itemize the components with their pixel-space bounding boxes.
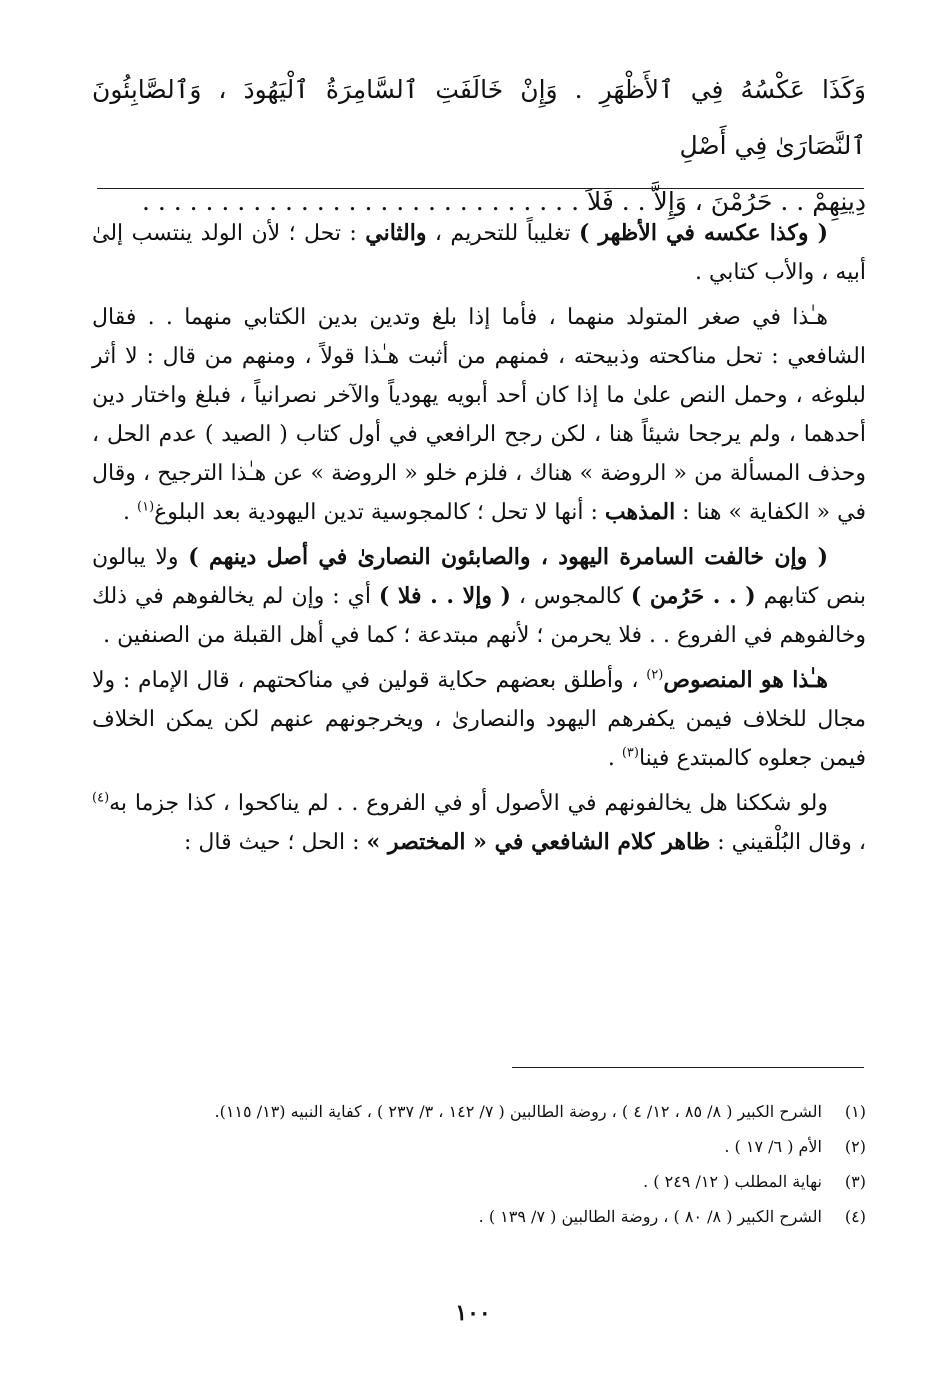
footnote-ref[interactable]: (١) [137, 499, 155, 515]
footnote-text: الأم ( ٦/ ١٧ ) . [724, 1137, 822, 1156]
quoted-matn: ( وكذا عكسه في الأظهر ) [579, 220, 828, 246]
commentary-text: ، وقال البُلْقيني : [710, 830, 866, 855]
footnote-item [92, 1199, 866, 1234]
matn-text-block [92, 62, 866, 230]
keyword: ظاهر كلام الشافعي في « المختصر » [366, 829, 711, 855]
commentary-text: . [123, 500, 138, 525]
commentary-text: كالمجوس ، [510, 584, 631, 609]
footnote-ref[interactable]: (٢) [646, 667, 664, 683]
footnote-divider [512, 1067, 864, 1068]
footnote-number: (٤) [844, 1207, 866, 1226]
footnote-item [92, 1094, 866, 1129]
commentary-text: : تحل ؛ لأن الولد ينتسب إلىٰ أبيه ، والأب كتابي . [92, 221, 866, 285]
footnote-text: الشرح الكبير ( ٨/ ٨٠ ) ، روضة الطالبين ( ٧/ ١٣٩ ) . [478, 1207, 822, 1226]
quoted-matn: ( وإلا . . فلا ) [378, 583, 511, 609]
keyword: هـٰذا هو المنصوص [663, 667, 828, 693]
sharh-paragraph [92, 661, 866, 778]
footnote-number: (٢) [844, 1137, 866, 1156]
footnote-text: الشرح الكبير ( ٨/ ٨٥ ، ١٢/ ٤ ) ، روضة الطالبين ( ٧/ ١٤٢ ، ٣/ ٢٣٧ ) ، كفاية النبيه (١٣/ ١١٥). [214, 1102, 822, 1121]
sharh-paragraph [92, 784, 866, 862]
sharh-commentary [92, 214, 866, 868]
footnote-number: (١) [844, 1102, 866, 1121]
footnote-ref[interactable]: (٤) [92, 790, 110, 806]
footnote-item [92, 1129, 866, 1164]
commentary-text: هـٰذا في صغر المتولد منهما ، فأما إذا بلغ وتدين بدين الكتابي منهما . . فقال الشافعي : تحل مناكحته وذبيحته ، فمنهم من أثبت هـٰذا قولاً ، ومنهم من قال : لا أثر لبلوغه ، وحمل النص علىٰ ما إذا كان أحد أبويه يهودياً والآخر نصرانياً ، فبلغ واختار دين أحدهما ، ولم يرجحا شيئاً هنا ، لكن رجح الرافعي في أول كتاب ( الصيد ) عدم الحل ، وحذف المسألة من « الروضة » هناك ، فلزم خلو « الروضة » عن هـٰذا الترجيح ، وقال في « الكفاية » هنا : [92, 305, 866, 525]
footnotes [92, 1094, 866, 1234]
keyword: المذهب [604, 499, 676, 525]
commentary-text: ولا يبالون بنص كتابهم [92, 545, 867, 609]
sharh-paragraph [92, 538, 866, 655]
matn-line: وَكَذَا عَكْسُهُ فِي ٱلأَظْهَرِ . وَإِنْ خَالَفَتِ ٱلسَّامِرَةُ ٱلْيَهُودَ ، وَٱلصَّابِئُونَ ٱلنَّصَارَىٰ فِي أَصْلِ [92, 75, 866, 160]
footnote-text: نهاية المطلب ( ١٢/ ٢٤٩ ) . [643, 1172, 822, 1191]
matn-divider [97, 188, 864, 189]
commentary-text: . [607, 746, 622, 771]
commentary-text: : الحل ؛ حيث قال : [184, 830, 367, 855]
keyword: والثاني [365, 220, 427, 246]
commentary-text: تغليباً للتحريم ، [426, 221, 579, 246]
matn-line: دِينِهِمْ . . حَرُمْنَ ، وَإِلاَّ . . فَلاَ . . . . . . . . . . . . . . . . . . . . . . . . . . . . [141, 187, 866, 216]
commentary-text: ولو شككنا هل يخالفونهم في الأصول أو في الفروع . . لم يناكحوا ، كذا جزما به [109, 791, 828, 816]
sharh-paragraph [92, 298, 866, 532]
quoted-matn: ( . . حَرُمن ) [630, 583, 756, 609]
page-number: ١٠٠ [455, 1300, 491, 1326]
footnote-ref[interactable]: (٣) [621, 745, 639, 761]
commentary-text: أي : وإن لم يخالفوهم في ذلك وخالفوهم في الفروع . . فلا يحرمن ؛ لأنهم مبتدعة ؛ كما في أهل القبلة من الصنفين . [92, 584, 866, 648]
quoted-matn: ( وإن خالفت السامرة اليهود ، والصابئون النصارىٰ في أصل دينهم ) [188, 544, 828, 570]
sharh-paragraph [92, 214, 866, 292]
commentary-text: : أنها لا تحل ؛ كالمجوسية تدين اليهودية بعد البلوغ [154, 500, 605, 525]
commentary-text: ، وأطلق بعضهم حكاية قولين في مناكحتهم ، قال الإمام : ولا مجال للخلاف فيمن يكفرهم اليهود والنصارىٰ ، ويخرجونهم عنهم لكن يمكن الخلاف فيمن جعلوه كالمبتدع فينا [92, 668, 866, 771]
footnote-number: (٣) [844, 1172, 866, 1191]
footnote-item [92, 1164, 866, 1199]
